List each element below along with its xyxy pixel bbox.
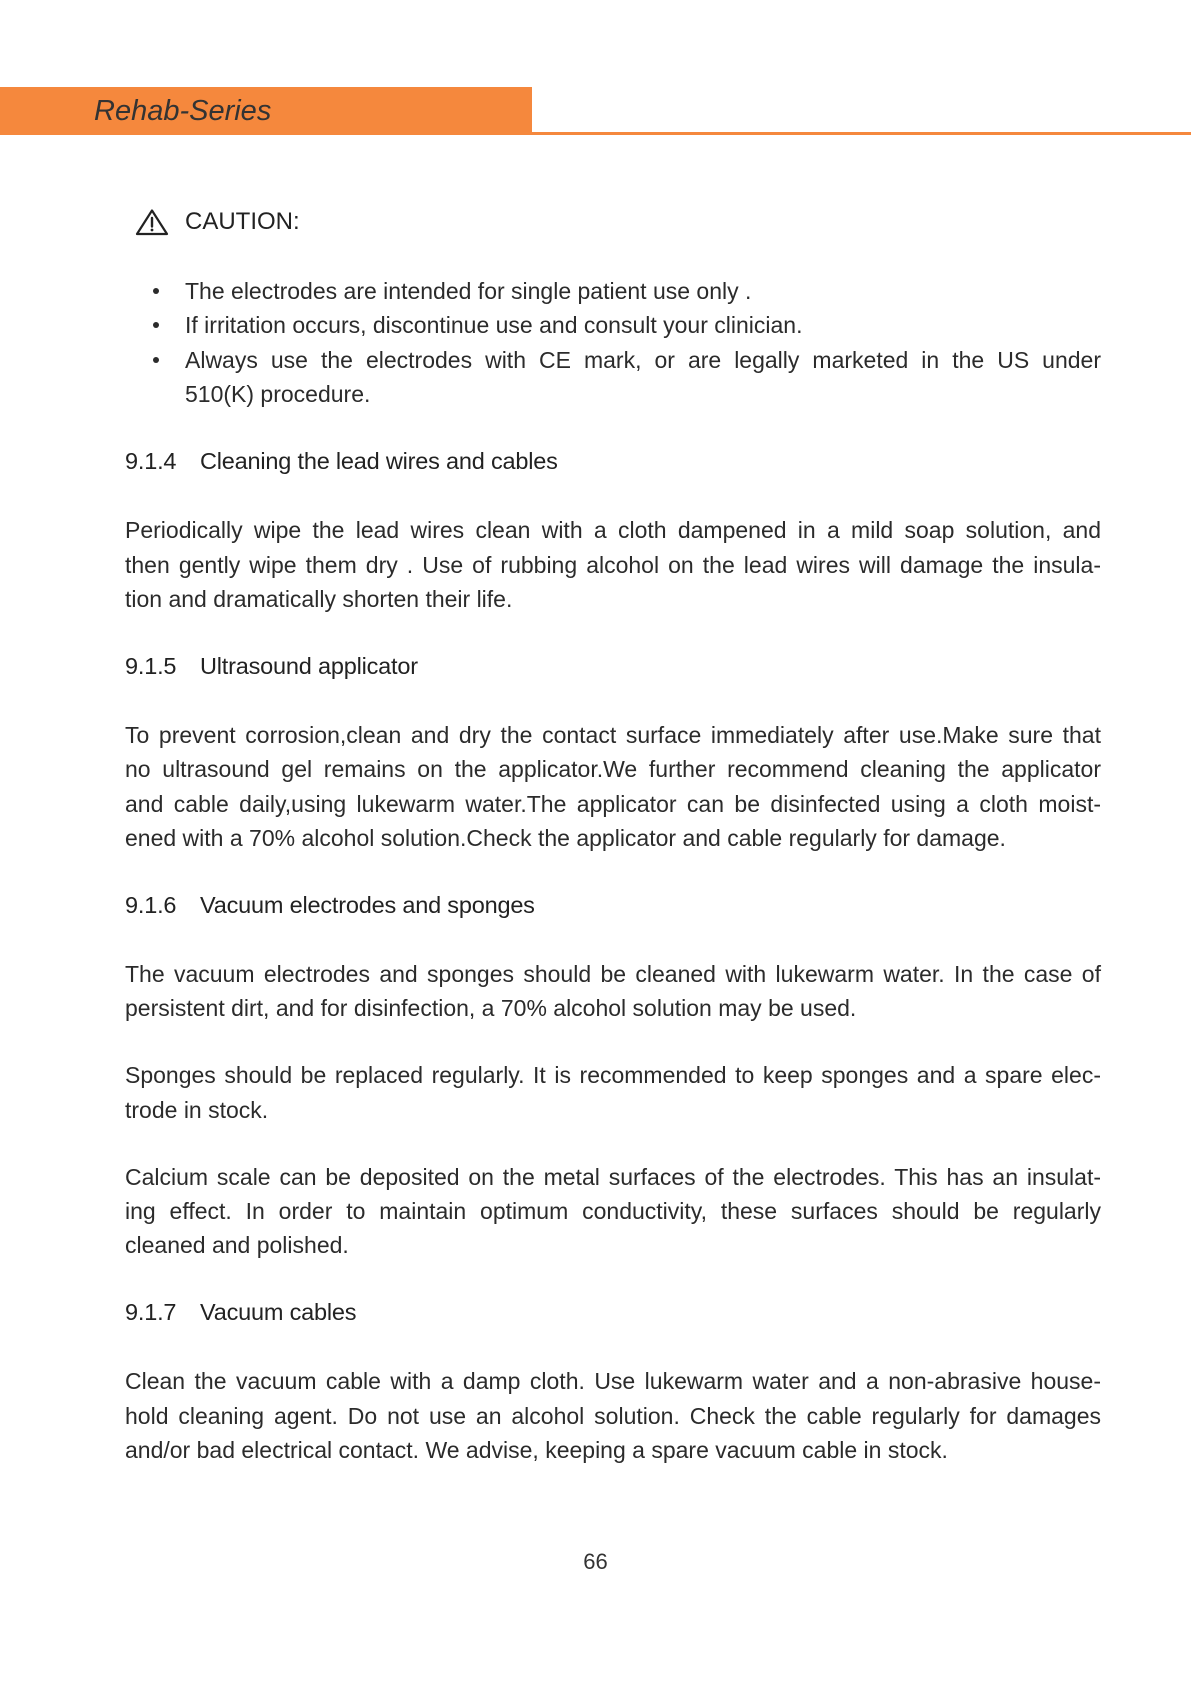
paragraph-line: and/or bad electrical contact. We advise, keeping a spare vacuum cable in stock. [125, 1437, 948, 1464]
paragraph-line: Calcium scale can be deposited on the metal surfaces of the electrodes. This has an insulat- [125, 1163, 1101, 1190]
section-number: 9.1.6 [125, 891, 177, 918]
section-9-1-6 [125, 888, 1101, 1263]
warning-triangle-icon [135, 208, 169, 236]
bullet-line: Always use the electrodes with CE mark, or are legally marketed in the US under [185, 346, 1101, 373]
section-number: 9.1.7 [125, 1299, 177, 1326]
paragraph-line: persistent dirt, and for disinfection, a 70% alcohol solution may be used. [125, 995, 857, 1022]
caution-list [125, 274, 1101, 412]
paragraph-line: tion and dramatically shorten their life. [125, 585, 513, 612]
paragraph-line: trode in stock. [125, 1096, 269, 1123]
paragraph-line: To prevent corrosion,clean and dry the contact surface immediately after use.Make sure that [125, 721, 1101, 748]
section-number: 9.1.5 [125, 652, 177, 679]
section-heading [125, 649, 1101, 683]
section-9-1-7 [125, 1295, 1101, 1467]
section-title: Ultrasound applicator [200, 652, 418, 679]
section-9-1-5 [125, 649, 1101, 856]
section-number: 9.1.4 [125, 448, 177, 475]
paragraph-line: Sponges should be replaced regularly. It is recommended to keep sponges and a spare elec- [125, 1062, 1101, 1089]
paragraph-line: then gently wipe them dry . Use of rubbing alcohol on the lead wires will damage the insula- [125, 551, 1101, 578]
section-title: Vacuum electrodes and sponges [200, 891, 535, 918]
bullet-icon [153, 288, 159, 294]
paragraph [125, 718, 1101, 856]
caution-item [185, 274, 1101, 308]
paragraph-line: Clean the vacuum cable with a damp cloth. Use lukewarm water and a non-abrasive house- [125, 1368, 1101, 1395]
section-heading [125, 888, 1101, 922]
caution-item [185, 343, 1101, 412]
bullet-line: If irritation occurs, discontinue use and consult your clinician. [185, 312, 803, 339]
caution-label: CAUTION: [185, 208, 300, 235]
page-content [125, 205, 1101, 1468]
page-number: 66 [583, 1549, 608, 1574]
section-heading [125, 1295, 1101, 1329]
section-9-1-4 [125, 444, 1101, 616]
bullet-line: The electrodes are intended for single patient use only . [185, 277, 752, 304]
section-title: Vacuum cables [200, 1299, 357, 1326]
paragraph-line: The vacuum electrodes and sponges should be cleaned with lukewarm water. In the case of [125, 960, 1101, 987]
paragraph-line: Periodically wipe the lead wires clean with a cloth dampened in a mild soap solution, and [125, 517, 1101, 544]
paragraph-line: and cable daily,using lukewarm water.The applicator can be disinfected using a cloth moist- [125, 790, 1101, 817]
paragraph-line: ing effect. In order to maintain optimum conductivity, these surfaces should be regularly [125, 1197, 1101, 1224]
bullet-icon [153, 322, 159, 328]
paragraph-line: no ultrasound gel remains on the applicator.We further recommend cleaning the applicator [125, 756, 1101, 783]
paragraph-line: ened with a 70% alcohol solution.Check the applicator and cable regularly for damage. [125, 825, 1006, 852]
bullet-icon [153, 357, 159, 363]
section-title: Cleaning the lead wires and cables [200, 448, 558, 475]
paragraph [125, 1160, 1101, 1263]
bullet-line: 510(K) procedure. [185, 381, 371, 408]
paragraph [125, 513, 1101, 616]
paragraph-line: cleaned and polished. [125, 1232, 349, 1259]
section-heading [125, 444, 1101, 478]
paragraph [125, 1364, 1101, 1467]
header-title: Rehab-Series [94, 95, 272, 127]
header-bar [0, 87, 532, 135]
paragraph-line: hold cleaning agent. Do not use an alcohol solution. Check the cable regularly for damages [125, 1402, 1101, 1429]
paragraph [125, 957, 1101, 1026]
header-rule [0, 132, 1191, 135]
paragraph [125, 1058, 1101, 1127]
sections [125, 444, 1101, 1467]
caution-heading [125, 205, 1101, 239]
caution-item [185, 308, 1101, 342]
